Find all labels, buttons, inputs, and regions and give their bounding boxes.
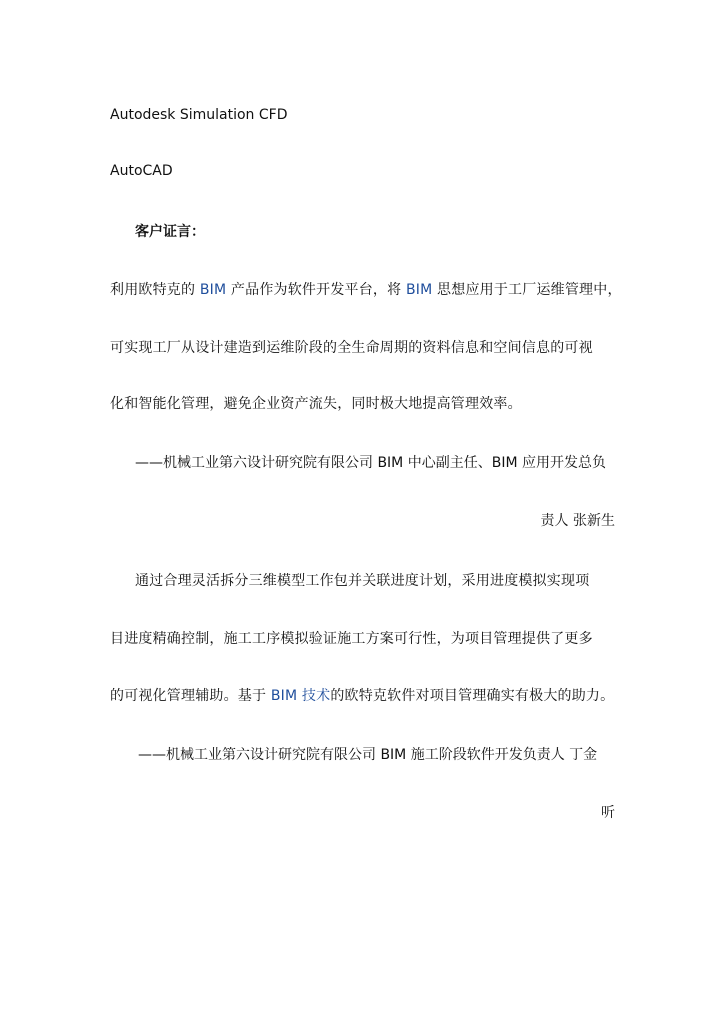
bim-technology-term: BIM 技术 <box>270 688 331 704</box>
testimonial2-line1: 通过合理灵活拆分三维模型工作包并关联进度计划，采用进度模拟实现项 <box>135 573 590 589</box>
testimonial2-attribution-line2: 听 <box>601 805 615 821</box>
testimonial2-text-a: 的可视化管理辅助。基于 <box>110 688 271 704</box>
testimonial2-line3 <box>110 686 615 706</box>
software-name-simulation-cfd: Autodesk Simulation CFD <box>110 107 288 123</box>
testimonial1-text-a: 利用欧特克的 <box>110 282 200 298</box>
testimonial1-text-c: 思想应用于工厂运维管理中， <box>432 282 622 298</box>
testimonial1-line3: 化和智能化管理，避免企业资产流失，同时极大地提高管理效率。 <box>110 396 522 412</box>
testimonial2-line2: 目进度精确控制，施工工序模拟验证施工方案可行性，为项目管理提供了更多 <box>110 631 593 647</box>
testimonial2-text-b: 的欧特克软件对项目管理确实有极大的助力。 <box>330 688 615 704</box>
testimonial1-text-b: 产品作为软件开发平台，将 <box>226 282 406 298</box>
bim-term: BIM <box>405 282 433 298</box>
testimonial1-attribution-line1: ——机械工业第六设计研究院有限公司 BIM 中心副主任、BIM 应用开发总负 <box>135 455 606 471</box>
bim-term: BIM <box>199 282 227 298</box>
testimonial2-attribution-line1: ——机械工业第六设计研究院有限公司 BIM 施工阶段软件开发负责人 丁金 <box>138 747 598 763</box>
testimonial1-line2: 可实现工厂从设计建造到运维阶段的全生命周期的资料信息和空间信息的可视 <box>110 340 593 356</box>
testimonials-heading: 客户证言： <box>135 224 205 240</box>
software-name-autocad: AutoCAD <box>110 163 173 179</box>
testimonial1-line1 <box>110 280 622 300</box>
testimonial1-attribution-line2: 责人 张新生 <box>540 513 615 529</box>
